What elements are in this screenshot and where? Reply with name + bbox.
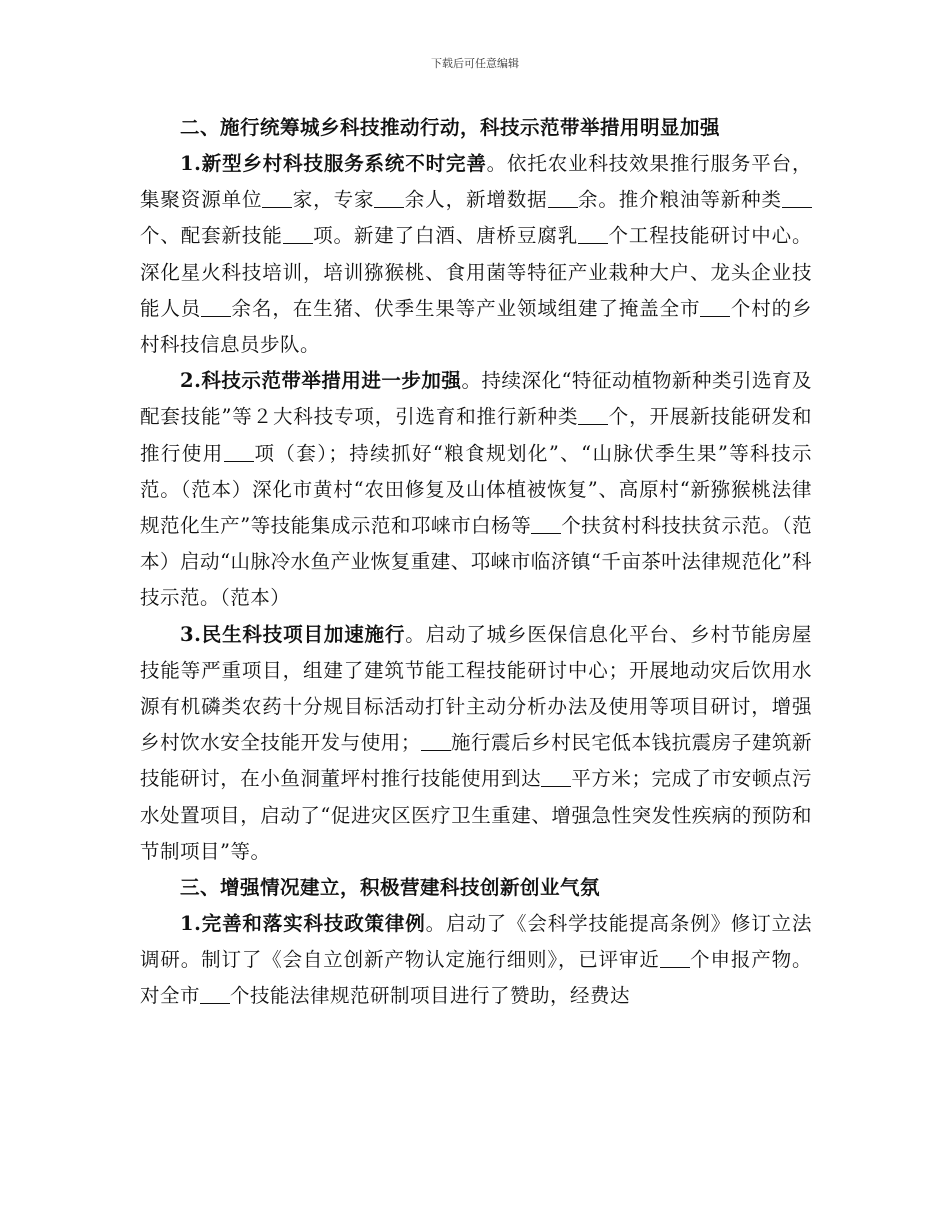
paragraph-text: 施行震后乡村民宅低本钱抗震房子建筑新技能研讨，在小鱼洞董坪村推行技能使用到达 [140,731,812,791]
paragraph-2-1 [140,146,812,363]
paragraph-text: 平方米；完成了市安顿点污水处置项目，启动了“促进灾区医疗卫生重建、增强急性突发性疾病的预防和节制项目”等。 [140,767,812,863]
paragraph-text: 余人，新增数据 [404,188,548,212]
blank-line [782,189,812,208]
paragraph-lead: 2.科技示范带举措用进一步加强 [180,369,462,393]
blank-line [421,732,451,751]
header-note: 下载后可任意编辑 [431,57,519,70]
paragraph-text: 。持续深化“特征动植物新种类引选育及配套技能”等２大科技专项，引选育和推行新种类 [140,369,812,429]
blank-line [660,949,690,968]
paragraph-text: 个扶贫村科技扶贫示范。（范本）启动“山脉冷水鱼产业恢复重建、邛崃市临济镇“千亩茶叶法律规范化”科技示范。（范本） [140,514,812,610]
paragraph-text: 个村的乡村科技信息员步队。 [140,296,812,357]
paragraph-text: 个，开展新技能研发和推行使用 [140,405,812,465]
paragraph-3-1 [140,906,812,1015]
paragraph-2-2 [140,363,812,616]
paragraph-text: 余名，在生猪、伏季生果等产业领域组建了掩盖全市 [231,296,701,320]
paragraph-lead: 1.新型乡村科技服务系统不时完善 [180,152,487,175]
section-heading-3: 三、增强情况建立，积极营建科技创新创业气氛 [180,876,601,900]
paragraph-text: 个申报产物。对全市 [140,948,812,1008]
paragraph-text: 个、配套新技能 [140,224,283,248]
blank-line [541,768,571,787]
blank-line [548,189,578,208]
blank-line [578,406,608,425]
blank-line [262,189,292,208]
blank-line [531,515,561,534]
paragraph-text: 。依托农业科技效果推行服务平台，集聚资源单位 [140,152,812,212]
paragraph-text: 项（套）；持续抓好“粮食规划化”、“山脉伏季生果”等科技示范。（范本）深化市黄村“农田修复及山体植被恢复”、高原村“新猕猴桃法律规范化生产”等技能集成示范和邛崃市白杨等 [140,441,812,538]
paragraph-text: 家，专家 [292,188,375,212]
paragraph-text: 。启动了城乡医保信息化平台、乡村节能房屋技能等严重项目，组建了建筑节能工程技能研讨中心；开展地动灾后饮用水源有机磷类农药十分规目标活动打针主动分析办法及使用等项目研讨，增强乡村饮水安全技能开发与使用； [140,622,812,755]
blank-line [283,225,313,244]
blank-line [201,298,231,317]
paragraph-text: 个工程技能研讨中心。深化星火科技培训，培训猕猴桃、食用菌等特征产业栽种大户、龙头企业技能人员 [140,224,812,320]
paragraph-text: 项。新建了白酒、唐桥豆腐乳 [312,224,579,248]
paragraph-text: 个技能法律规范研制项目进行了赞助，经费达 [230,984,631,1008]
blank-line [700,298,730,317]
blank-line [224,443,254,462]
blank-line [200,985,230,1004]
blank-line [578,225,608,244]
paragraph-text: 余。推介粮油等新种类 [577,188,782,212]
document-body [140,110,812,1015]
paragraph-text: 。启动了《会科学技能提高条例》修订立法调研。制订了《会自立创新产物认定施行细则》，已评审近 [140,912,812,972]
blank-line [374,189,404,208]
paragraph-lead: 1.完善和落实科技政策律例 [180,912,426,936]
section-heading-2: 二、施行统筹城乡科技推动行动，科技示范带举措用明显加强 [180,116,721,139]
paragraph-2-3 [140,617,812,870]
paragraph-lead: 3.民生科技项目加速施行 [180,622,406,646]
